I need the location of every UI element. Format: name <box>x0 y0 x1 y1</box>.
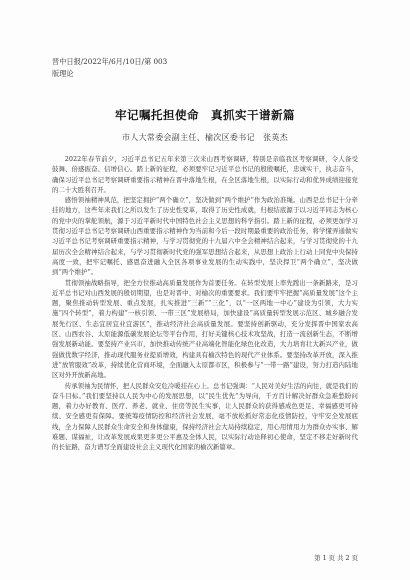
publication-header <box>52 56 167 80</box>
paragraph: 2022年春节前夕，习近平总书记五年来第三次来山西考察调研，特别是亲临我区考察调研，令人备受鼓舞、倍感振奋、信增信心。踏上新的征程，必须要牢记习近平总书记的殷殷嘱托，忠诚实干，执志奋斗，确保习近平总书记考察调研重要指示精神在晋中落地生根，在全区落地生根，以实际行动和优异成绩迎接党的二十大胜利召开。 <box>52 155 358 194</box>
paragraph: 感悟领袖精神风范，把坚定拥护“两个确立”，坚决做到“两个维护”作为政治准绳。山西是总书记十分牵挂的地方，这些年来我们之所以发生了历史性变革，取得了历史性成就，归根结底源于以习近平同志为核心的党中央的掌舵领航，源于习近平新时代中国特色社会主义思想的科学指引。踏上新的征程，必须更加学习贯彻习近平总书记考察调研山西重要指示精神作为当前和今后一段时期最重要的政治任务，将学懂弄通做实习近平总书记考察调研重要指示精神，与学习贯彻党的十九届六中全会精神结合起来，与学习贯彻党的十九届历次全会精神结合起来，与学习贯彻新时代党的强军思想结合起来，从思想上政治上行动上同党中央保持高度一致，把牢记嘱托、感恩奋进融入全区各项事业发展的生动实践中，坚决捍卫“两个确立”，坚决做到“两个维护”。 <box>52 196 358 277</box>
article-body <box>52 154 358 453</box>
article-byline: 市人大常委会副主任、榆次区委书记 张英杰 <box>122 133 288 142</box>
page-number: 第 1 页 共 2 页 <box>314 554 358 562</box>
paragraph: 传承领袖为民情怀，把人民群众安危冷暖挂在心上。总书记强调：“人民对美好生活的向往，就是我们的奋斗目标。”我们要坚持以人民为中心的发展思想，以“民生优先”为导向，千方百计解决好群众急难愁盼问题，着力办好教育、医疗、养老、就业、住房等民生实事，让人民群众的获得感成色更足、幸福感更可持续、安全感更有保障。要统筹疫情防控和经济社会发展，毫不放松抓好常态化疫情防控，守牢安全发展底线，全力保障人民群众生命安全和身体健康，保持经济社会大局持续稳定，用心用情用力为群众办实事、解难题、谋福祉，让改革发展成果更多更公平惠及全体人民，以实际行动诠释初心使命，坚定不移走好新时代的长征路，奋力谱写全面建设社会主义现代化国家的榆次新篇章。 <box>52 381 358 452</box>
header-line-2: 版理论 <box>52 69 74 78</box>
header-line-1: 晋中日报/2022年/6月/10日/第 003 <box>52 57 168 66</box>
article-title: 牢记嘱托担使命 真抓实干谱新篇 <box>115 108 295 122</box>
paragraph: 贯彻领袖战略指导，把全方位推动高质量发展作为首要任务。在转型发展上率先蹚出一条新路来，是习近平总书记对山西发展的殷切期望，也是对晋中、对榆次的重要要求。我们要牢牢把握“高质量发展”这个主题，聚焦推动转型发展、重点发展，扎实推进“三新”“三化”，以“一区两地一中心”建设为引领，大力实施“四个转型”，着力构建“一核引领、一带三区”发展格局，加快建设“高质量转型发展示范区、城乡融合发展先行区、生态宜居宜业宜游区”，推动经济社会高质量发展。要坚持创新驱动，充分发挥晋中国家农高区、山西农谷、太原能源低碳发展论坛等平台作用，打好关键核心技术攻坚战，打造一流创新生态，不断增强发展新动能。要坚持产业兴市，加快推动传统产业高端化智能化绿色化改造，大力培育壮大新兴产业，做强做优数字经济，推动现代服务业提质增效，构建具有榆次特色的现代产业体系。要坚持改革开放，深入推进“放管服效”改革，持续优化营商环境，全面融入太原都市区，积极参与“一带一路”建设，努力打造内陆地区对外开放新高地。 <box>52 278 358 380</box>
